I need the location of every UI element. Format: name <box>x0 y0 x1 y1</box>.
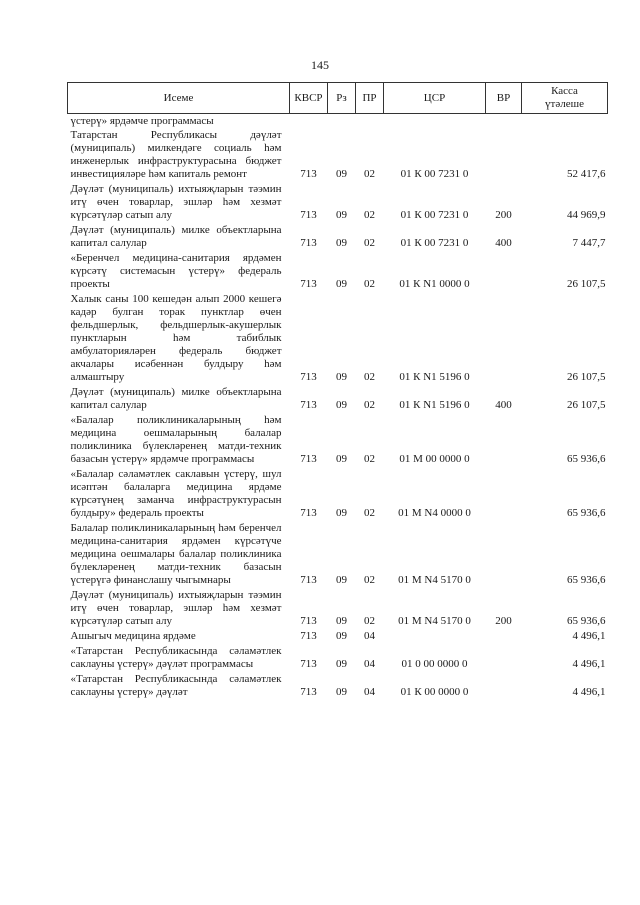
row-kvsr: 713 <box>300 630 317 642</box>
row-rz: 09 <box>336 453 347 465</box>
header-csr: ЦСР <box>384 83 486 114</box>
row-name: Дәүләт (муниципаль) ихтыяҗларын тәэмин итү өчен товарлар, эшләр һәм хезмәт күрсәтүләр сатып алу <box>70 589 282 627</box>
row-rz: 09 <box>336 507 347 519</box>
row-pr: 02 <box>364 168 375 180</box>
row-vr <box>486 293 522 386</box>
row-kvsr: 713 <box>300 371 317 383</box>
row-amount: 65 936,6 <box>567 574 606 586</box>
row-amount: 65 936,6 <box>567 453 606 465</box>
row-csr: 01 К N1 5196 0 <box>399 399 470 411</box>
row-amount: 7 447,7 <box>572 237 606 249</box>
row-kvsr: 713 <box>300 209 317 221</box>
row-kvsr: 713 <box>300 399 317 411</box>
row-rz: 09 <box>336 615 347 627</box>
row-amount: 4 496,1 <box>572 630 606 642</box>
table-header-row <box>68 83 608 114</box>
row-vr <box>486 630 522 645</box>
row-vr <box>486 252 522 293</box>
header-amount <box>522 83 608 114</box>
row-csr <box>384 630 486 645</box>
budget-table <box>67 82 608 701</box>
row-name: «Балалар сәламәтлек саклавын үстерү, шул исәптән балаларга медицина ярдәме күрсәтүнең заманча инфраструктурасын булдыру» федераль проекты <box>70 468 282 519</box>
table-row <box>68 183 608 224</box>
row-name: «Татарстан Республикасында сәламәтлек саклауны үстерү» дәүләт <box>70 673 282 698</box>
row-csr: 01 К 00 7231 0 <box>400 237 469 249</box>
header-rz: Рз <box>328 83 356 114</box>
row-csr: 01 М N4 5170 0 <box>398 574 471 586</box>
row-pr: 02 <box>364 453 375 465</box>
row-pr: 02 <box>364 399 375 411</box>
header-kvsr: КВСР <box>290 83 328 114</box>
table-row-continuation <box>68 114 608 130</box>
row-csr: 01 М 00 0000 0 <box>399 453 470 465</box>
header-pr: ПР <box>356 83 384 114</box>
row-kvsr: 713 <box>300 168 317 180</box>
row-kvsr: 713 <box>300 453 317 465</box>
row-vr <box>486 468 522 522</box>
row-name: «Балалар поликлиникаларының һәм медицина оешмаларының балалар поликлиника бүлекләренең матди-техник базасын үстерү» ярдәмче программасы <box>70 414 282 465</box>
row-rz: 09 <box>336 574 347 586</box>
row-csr: 01 К 00 7231 0 <box>400 209 469 221</box>
row-rz: 09 <box>336 658 347 670</box>
row-csr: 01 К 00 7231 0 <box>400 168 469 180</box>
header-amount-line2: үтәлеше <box>545 98 584 110</box>
row-rz: 09 <box>336 371 347 383</box>
row-pr: 02 <box>364 209 375 221</box>
row-name: Дәүләт (муниципаль) милке объектларына капитал салулар <box>70 386 282 411</box>
row-vr: 200 <box>495 615 512 627</box>
row-csr: 01 М N4 5170 0 <box>398 615 471 627</box>
row-name: Дәүләт (муниципаль) милке объектларына капитал салулар <box>70 224 282 249</box>
row-csr: 01 К N1 5196 0 <box>399 371 470 383</box>
row-vr <box>486 645 522 673</box>
row-csr: 01 0 00 0000 0 <box>401 658 468 670</box>
row-vr: 400 <box>495 237 512 249</box>
row-vr: 400 <box>495 399 512 411</box>
row-name: Балалар поликлиникаларының һәм беренчел медицина-санитария ярдәмен күрсәтүче медицина оешмалары балалар поликлиника бүлекләренең матди-техник базасын үстерүгә финанслашу чыгымнары <box>70 522 282 586</box>
row-vr: 200 <box>495 209 512 221</box>
table-row <box>68 293 608 386</box>
row-rz: 09 <box>336 399 347 411</box>
row-rz: 09 <box>336 237 347 249</box>
table-row <box>68 386 608 414</box>
continuation-text: үстерү» ярдәмче программасы <box>70 115 214 127</box>
row-pr: 02 <box>364 615 375 627</box>
row-pr: 02 <box>364 371 375 383</box>
row-kvsr: 713 <box>300 615 317 627</box>
row-name: Ашыгыч медицина ярдәме <box>70 630 196 642</box>
row-pr: 02 <box>364 237 375 249</box>
row-rz: 09 <box>336 278 347 290</box>
row-csr: 01 М N4 0000 0 <box>398 507 471 519</box>
row-vr <box>486 522 522 589</box>
row-pr: 04 <box>364 630 375 642</box>
table-row <box>68 673 608 701</box>
row-pr: 02 <box>364 574 375 586</box>
row-rz: 09 <box>336 686 347 698</box>
row-name: «Беренчел медицина-санитария ярдәмен күрсәтү системасын үстерү» федераль проекты <box>70 252 282 290</box>
row-pr: 02 <box>364 507 375 519</box>
row-name: Дәүләт (муниципаль) ихтыяҗларын тәэмин итү өчен товарлар, эшләр һәм хезмәт күрсәтүләр сатып алу <box>70 183 282 221</box>
row-vr <box>486 129 522 183</box>
row-pr: 04 <box>364 686 375 698</box>
row-kvsr: 713 <box>300 237 317 249</box>
row-amount: 26 107,5 <box>567 371 606 383</box>
row-name: Халык саны 100 кешедән алып 2000 кешегә кадәр булган торак пунктлар өчен фельдшерлык, фельдшерлык-акушерлык пунктларын һәм табиблык амбулаторияләрен федераль бюджет акчалары исәбеннән булдыру һәм алмаштыру <box>70 293 282 383</box>
row-amount: 4 496,1 <box>572 686 606 698</box>
row-amount: 44 969,9 <box>567 209 606 221</box>
header-amount-line1: Касса <box>551 85 578 97</box>
header-vr: ВР <box>486 83 522 114</box>
page-number: 145 <box>311 58 329 72</box>
table-row <box>68 522 608 589</box>
table-row <box>68 414 608 468</box>
row-name: «Татарстан Республикасында сәламәтлек саклауны үстерү» дәүләт программасы <box>70 645 282 670</box>
table-row <box>68 129 608 183</box>
row-kvsr: 713 <box>300 574 317 586</box>
row-rz: 09 <box>336 168 347 180</box>
row-amount: 52 417,6 <box>567 168 606 180</box>
row-rz: 09 <box>336 209 347 221</box>
table-row <box>68 630 608 645</box>
row-amount: 65 936,6 <box>567 507 606 519</box>
row-kvsr: 713 <box>300 278 317 290</box>
row-name: Татарстан Республикасы дәүләт (муниципаль) милкендәге социаль һәм инженерлык инфраструктурасына бюджет инвестицияләре һәм капиталь ремонт <box>70 129 282 180</box>
row-pr: 02 <box>364 278 375 290</box>
table-row <box>68 468 608 522</box>
row-vr <box>486 673 522 701</box>
row-amount: 4 496,1 <box>572 658 606 670</box>
row-amount: 65 936,6 <box>567 615 606 627</box>
table-row <box>68 224 608 252</box>
row-amount: 26 107,5 <box>567 278 606 290</box>
row-vr <box>486 414 522 468</box>
table-row <box>68 645 608 673</box>
header-name: Исеме <box>68 83 290 114</box>
table-row <box>68 252 608 293</box>
row-csr: 01 К N1 0000 0 <box>399 278 470 290</box>
row-kvsr: 713 <box>300 507 317 519</box>
row-csr: 01 К 00 0000 0 <box>400 686 469 698</box>
row-kvsr: 713 <box>300 686 317 698</box>
row-rz: 09 <box>336 630 347 642</box>
table-row <box>68 589 608 630</box>
row-pr: 04 <box>364 658 375 670</box>
row-amount: 26 107,5 <box>567 399 606 411</box>
row-kvsr: 713 <box>300 658 317 670</box>
